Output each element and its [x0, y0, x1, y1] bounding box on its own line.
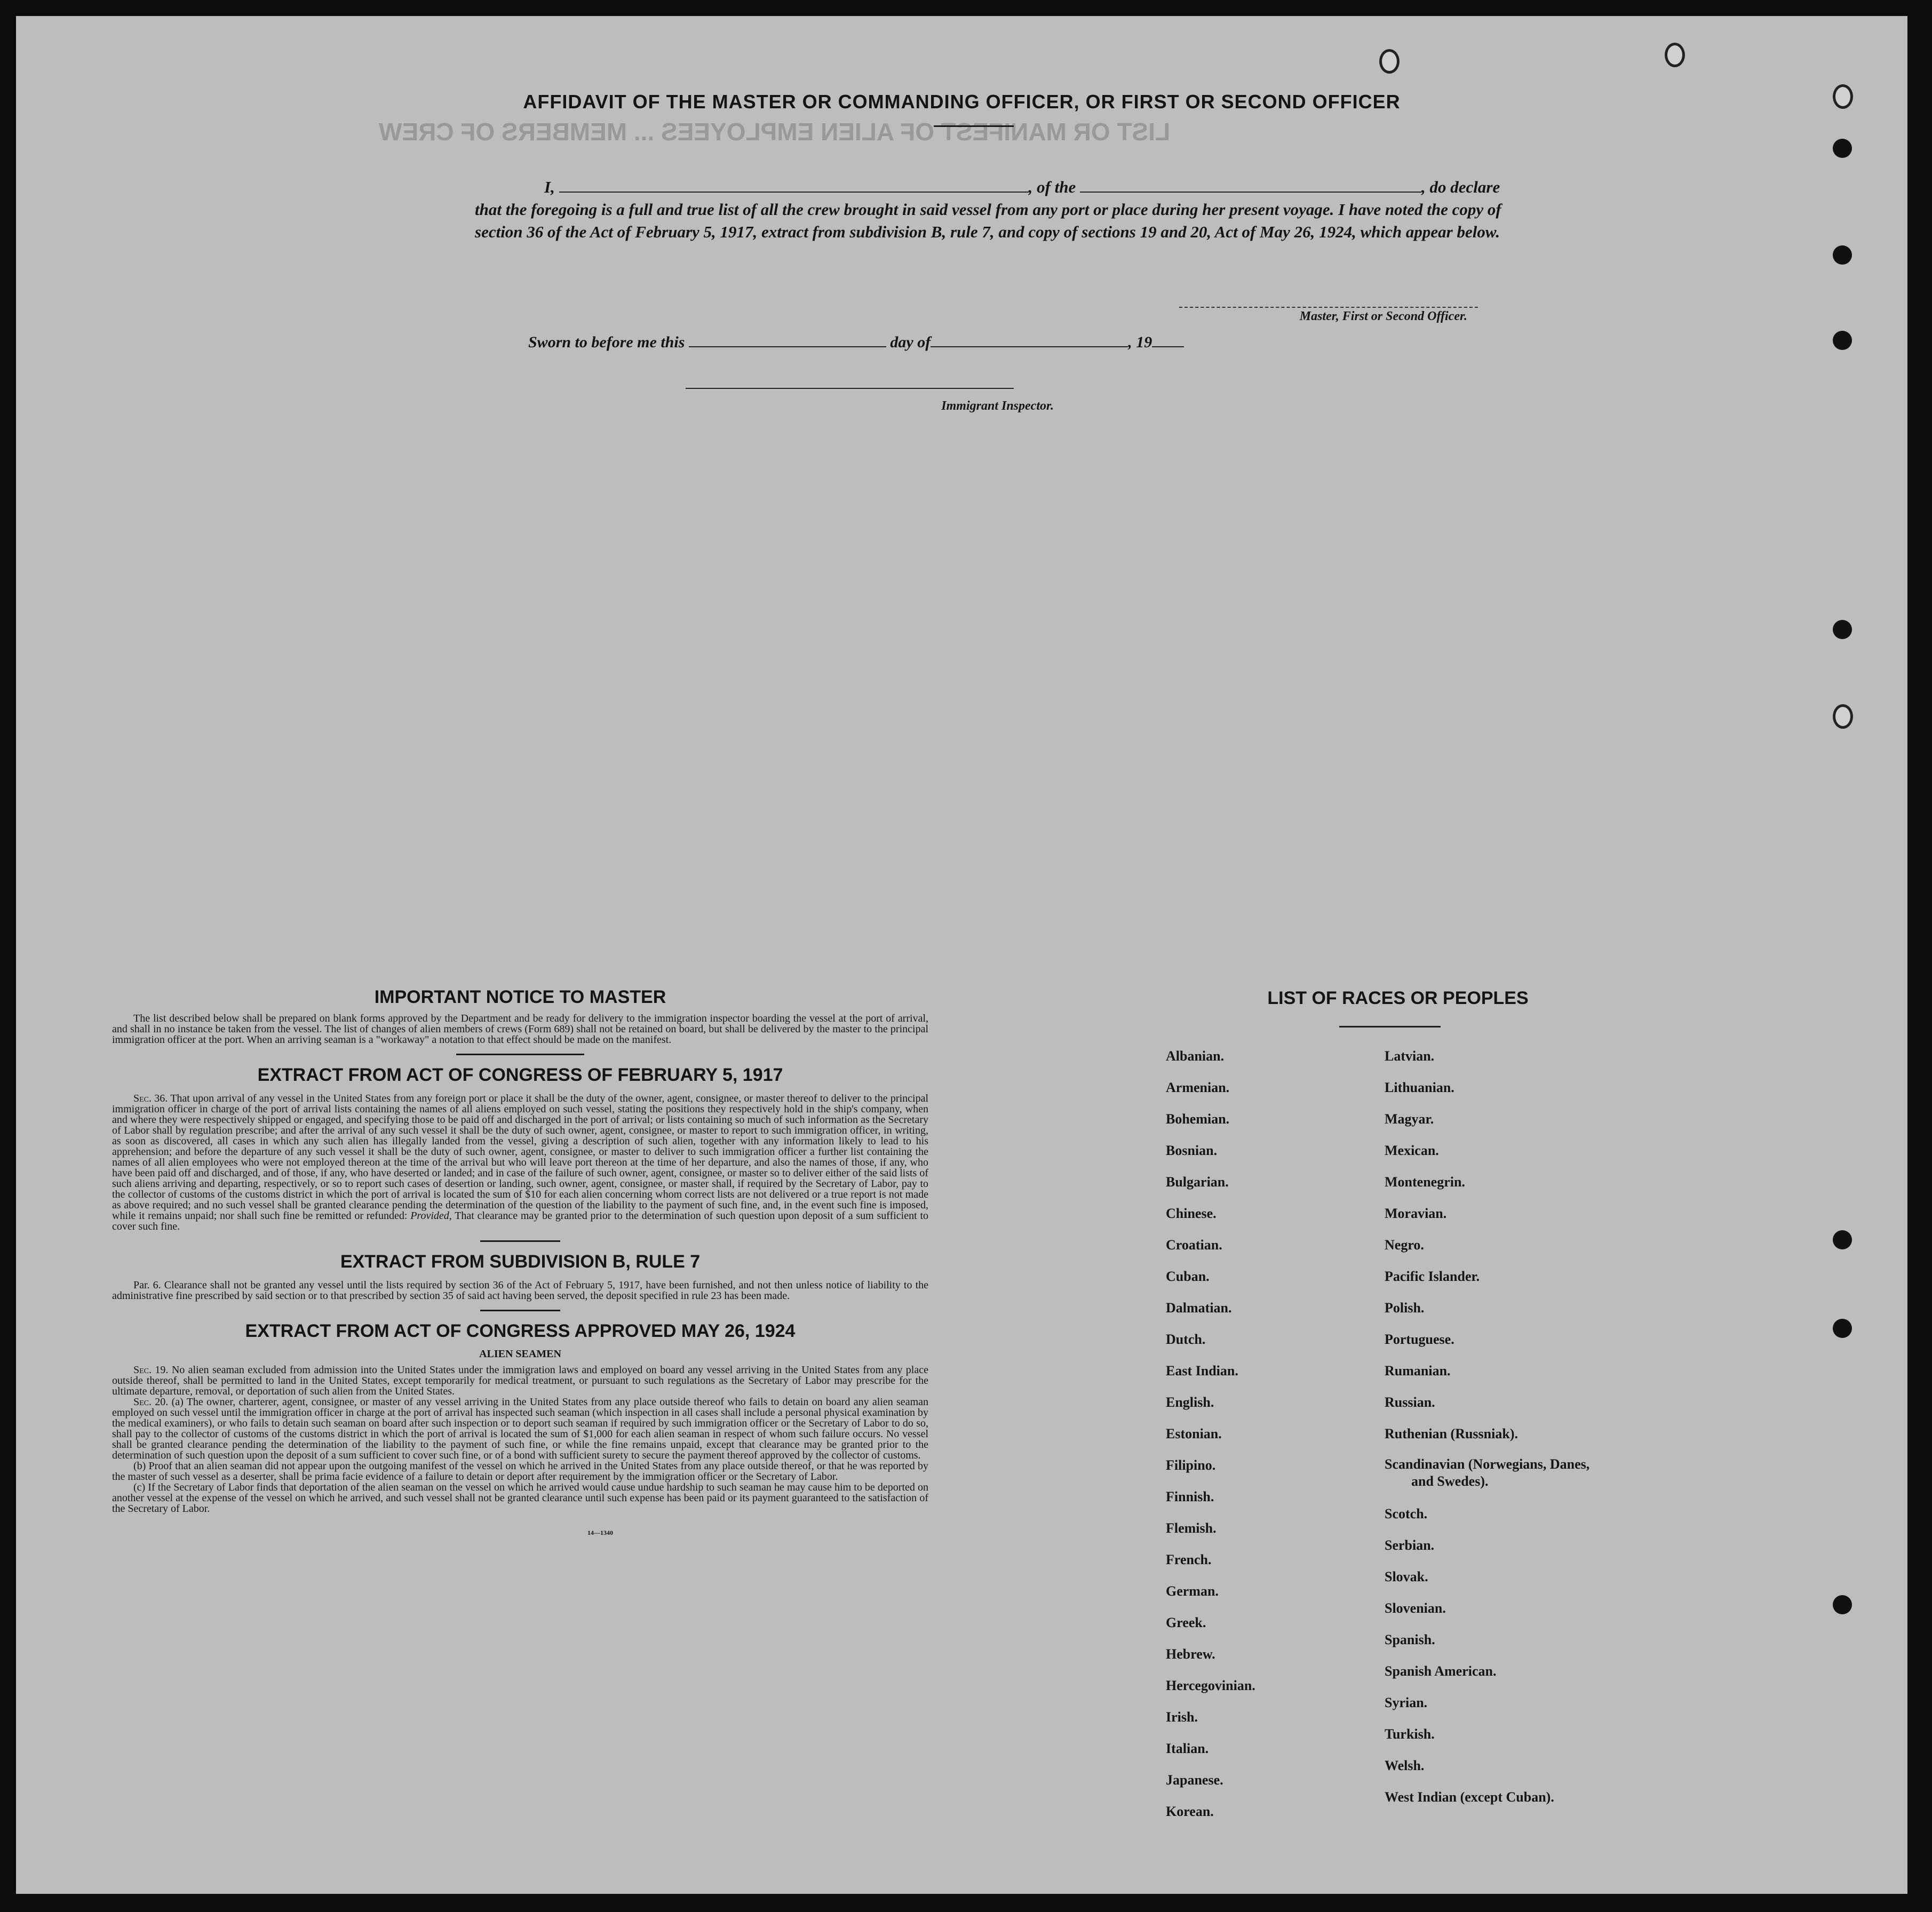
- sec-20a-paragraph: [112, 1397, 928, 1461]
- race-item: Croatian.: [1166, 1237, 1222, 1253]
- races-column-1: [1166, 1040, 1379, 1827]
- races-column-2: [1385, 1040, 1609, 1813]
- race-item: Scotch.: [1385, 1506, 1428, 1521]
- race-item: Slovak.: [1385, 1569, 1428, 1584]
- decl-of-the: , of the: [1028, 178, 1076, 196]
- alien-seamen-subtitle: ALIEN SEAMEN: [479, 1348, 561, 1360]
- signature-label: Master, First or Second Officer.: [1299, 309, 1467, 323]
- race-item: Negro.: [1385, 1237, 1424, 1253]
- sec-19-label: Sec. 19.: [133, 1364, 169, 1376]
- extract-1924-title: EXTRACT FROM ACT OF CONGRESS APPROVED MAY 26, 1924: [245, 1321, 796, 1341]
- day-blank: [689, 332, 886, 347]
- race-item: Lithuanian.: [1385, 1080, 1454, 1095]
- race-item: English.: [1166, 1395, 1214, 1410]
- race-item: Portuguese.: [1385, 1332, 1454, 1347]
- race-item: Mexican.: [1385, 1143, 1439, 1158]
- race-item: Albanian.: [1166, 1048, 1225, 1064]
- month-blank: [931, 332, 1128, 347]
- race-item: Dalmatian.: [1166, 1300, 1232, 1316]
- race-item: Turkish.: [1385, 1726, 1435, 1742]
- document-page: [16, 16, 1907, 1894]
- rule-7-title: EXTRACT FROM SUBDIVISION B, RULE 7: [340, 1252, 701, 1272]
- sec-20b-paragraph: (b) Proof that an alien seaman did not appear upon the outgoing manifest of the vessel on which he arrived in the United States from any place outside thereof, or that he was reported by the master of such vessel as a deserter, shall be prima facie evidence of a failure to detain or deport after requirement by the immigration officer or the Secretary of Labor.: [112, 1460, 928, 1483]
- notice-body: [112, 1013, 928, 1045]
- rule-7-body: [112, 1280, 928, 1301]
- sec-36-label: Sec. 36.: [133, 1093, 168, 1104]
- race-item: Irish.: [1166, 1709, 1198, 1725]
- race-item: Greek.: [1166, 1615, 1206, 1630]
- race-item: Bosnian.: [1166, 1143, 1218, 1158]
- race-item: Spanish.: [1385, 1632, 1435, 1647]
- race-item: Dutch.: [1166, 1332, 1206, 1347]
- sec-36-text: That upon arrival of any vessel in the United States from any foreign port or place it shall be the duty of the owner, agent, consignee, or master thereof to deliver to the principal immigration officer in charge of the port of arrival lists containing the names of all aliens employed on such vessel, stating the positions they respectively hold in the ship's company, when and where they were respectively shipped or engaged, and specifying those to be paid off and discharged in the port of arrival; or lists containing so much of such information as the Secretary of Labor shall by regulation prescribe; and after the arrival of any such vessel it shall be the duty of such owner, agent, consignee, or master to report to such immigration officer, in writing, as soon as discovered, all cases in which any such alien has illegally landed from the vessel, giving a description of such alien, together with any information likely to lead to his apprehension; and before the departure of any such vessel it shall be the duty of such owner, agent, consignee, or master to deliver to such immigration officer a further list containing the names of all alien employees who were not employed thereon at the time of the arrival but who will leave port thereon at the time of her departure, and also the names of those, if any, who have been paid off and discharged, and of those, if any, who have deserted or landed; and in case of the failure of such owner, agent, consignee, or master so to deliver either of the said lists of such aliens arriving and departing, respectively, or so to report such cases of desertion or landing, such owner, agent, consignee, or master shall, if required by the Secretary of Labor, pay to the collector of customs of the customs district in which the port of arrival is located the sum of $10 for each alien concerning whom correct lists are not delivered or a true report is not made as above required; and no such vessel shall be granted clearance pending the determination of the question of the liability to the payment of such fine, and, in the event such fine is imposed, while it remains unpaid; nor shall such fine be remitted or refunded:: [112, 1093, 928, 1222]
- bleed-through-text: LIST OR MANIFEST OF ALIEN EMPLOYEES ... MEMBERS OF CREW: [379, 118, 1171, 146]
- race-item: Filipino.: [1166, 1457, 1216, 1473]
- binder-hole: [1379, 49, 1400, 74]
- race-item: Finnish.: [1166, 1489, 1214, 1504]
- sec-36-tail: That clearance may be granted prior to the determination of such question upon deposit of a sum sufficient to cover such fine.: [112, 1210, 929, 1232]
- binder-hole: [1833, 331, 1852, 350]
- sec-20a-text: (a) The owner, charterer, agent, consignee, or master of any vessel arriving in the United States from any place outside thereof who fails to detain on board any alien seaman employed on such vessel until the immigration officer in charge at the port of arrival has inspected such seaman (which inspection in all cases shall include a personal physical examination by the medical examiners), or who fails to detain such seaman on board after such inspection or to deport such seaman if required by such immigration officer or the Secretary of Labor to do so, shall pay to the collector of customs of the customs district in which the port of arrival is located the sum of $1,000 for each alien seaman in respect of whom such failure occurs. No vessel shall be granted clearance pending the determination of the liability to the payment of such fine, or while the fine remains unpaid, except that clearance may be granted prior to the determination of such question upon the deposit of a sum sufficient to cover such fine, or of a bond with sufficient surety to secure the payment thereof approved by the collector of customs.: [112, 1396, 928, 1461]
- sworn-prefix: Sworn to before me this: [528, 333, 685, 351]
- title-divider: [934, 125, 1014, 127]
- binder-hole: [1833, 139, 1852, 158]
- extract-1924-body: [112, 1365, 928, 1514]
- race-item: East Indian.: [1166, 1363, 1238, 1379]
- form-number: 14—1340: [587, 1529, 613, 1536]
- notice-title: IMPORTANT NOTICE TO MASTER: [374, 987, 666, 1007]
- section-divider: [456, 1054, 584, 1055]
- race-item: Spanish American.: [1385, 1663, 1497, 1679]
- race-item: Bulgarian.: [1166, 1174, 1229, 1190]
- race-item: Welsh.: [1385, 1758, 1425, 1773]
- sec-20-label: Sec. 20.: [133, 1396, 169, 1408]
- race-item: Latvian.: [1385, 1048, 1435, 1064]
- races-title: LIST OF RACES OR PEOPLES: [1267, 988, 1529, 1008]
- race-item: Pacific Islander.: [1385, 1269, 1480, 1284]
- race-item: Moravian.: [1385, 1206, 1447, 1221]
- decl-i: I,: [544, 178, 555, 196]
- race-item: Armenian.: [1166, 1080, 1230, 1095]
- section-divider: [480, 1240, 560, 1242]
- race-item: Chinese.: [1166, 1206, 1217, 1221]
- declaration-body: that the foregoing is a full and true list of all the crew brought in said vessel from any port or place during her present voyage. I have noted the copy of section 36 of the Act of February 5, 1917, extract from subdivision B, rule 7, and copy of sections 19 and 20, Act of May 26, 1924, which appear below.: [475, 200, 1501, 241]
- binder-hole: [1665, 43, 1685, 67]
- race-item: Italian.: [1166, 1741, 1209, 1756]
- binder-hole: [1833, 1230, 1852, 1249]
- sec-36-paragraph: [112, 1093, 928, 1232]
- race-item: Syrian.: [1385, 1695, 1428, 1710]
- signature-line: [1179, 307, 1478, 308]
- binder-hole: [1833, 245, 1852, 265]
- race-item: Flemish.: [1166, 1520, 1217, 1536]
- sworn-day-of: day of: [890, 333, 931, 351]
- sec-20c-paragraph: (c) If the Secretary of Labor finds that deportation of the alien seaman on the vessel on which he arrived would cause undue hardship to such seaman he may cause him to be deported on another vessel at the expense of the vessel on which he arrived, and such vessel shall not be granted clearance until such expense has been paid or its payment guaranteed to the satisfaction of the Secretary of Labor.: [112, 1481, 928, 1515]
- affidavit-title: AFFIDAVIT OF THE MASTER OR COMMANDING OFFICER, OR FIRST OR SECOND OFFICER: [523, 91, 1401, 113]
- race-item: Slovenian.: [1385, 1600, 1446, 1616]
- year-blank: [1152, 332, 1184, 347]
- decl-do-declare: , do declare: [1421, 178, 1500, 196]
- race-item: Ruthenian (Russniak).: [1385, 1426, 1518, 1441]
- race-item: Scandinavian (Norwegians, Danes, and Swedes).: [1385, 1456, 1590, 1489]
- race-item: French.: [1166, 1552, 1212, 1567]
- race-item: Hercegovinian.: [1166, 1678, 1255, 1693]
- binder-hole: [1833, 704, 1853, 729]
- race-item: Montenegrin.: [1385, 1174, 1465, 1190]
- affidavit-declaration: [475, 176, 1521, 243]
- extract-1917-body: [112, 1093, 928, 1232]
- race-item: Russian.: [1385, 1395, 1435, 1410]
- inspector-label: Immigrant Inspector.: [941, 399, 1054, 413]
- binder-hole: [1833, 620, 1852, 639]
- race-item: Japanese.: [1166, 1772, 1223, 1788]
- race-item: Hebrew.: [1166, 1646, 1215, 1662]
- race-item: Serbian.: [1385, 1537, 1435, 1553]
- race-item: Bohemian.: [1166, 1111, 1230, 1127]
- sec-19-text: No alien seaman excluded from admission into the United States under the immigration laws and employed on board any vessel arriving in the United States from any place outside thereof, shall be permitted to land in the United States, except temporarily for medical treatment, or pursuant to such regulations as the Secretary of Labor may prescribe for the ultimate departure, removal, or deportation of such alien from the United States.: [112, 1364, 928, 1397]
- binder-hole: [1833, 1319, 1852, 1338]
- race-item: Rumanian.: [1385, 1363, 1451, 1379]
- inspector-signature-line: [686, 388, 1014, 389]
- name-blank: [559, 178, 1029, 193]
- sworn-year: , 19: [1128, 333, 1152, 351]
- binder-hole: [1833, 1595, 1852, 1614]
- race-item: Estonian.: [1166, 1426, 1222, 1441]
- race-item: Polish.: [1385, 1300, 1425, 1316]
- provided-word: Provided,: [410, 1210, 452, 1222]
- notice-paragraph: The list described below shall be prepared on blank forms approved by the Department and be ready for delivery to the immigration inspector boarding the vessel at the port of arrival, and shall in no instance be taken from the vessel. The list of changes of alien members of crews (Form 689) shall not be retained on board, but shall be delivered by the master to the principal immigration officer at the port. When an arriving seaman is a "workaway" a notation to that effect should be made on the manifest.: [112, 1013, 928, 1046]
- race-item: Cuban.: [1166, 1269, 1210, 1284]
- declaration-line-1: [475, 176, 1521, 198]
- race-item: German.: [1166, 1583, 1219, 1599]
- sworn-statement: [528, 332, 1184, 352]
- section-divider: [480, 1310, 560, 1311]
- rule-7-paragraph: Par. 6. Clearance shall not be granted any vessel until the lists required by section 36 of the Act of February 5, 1917, have been furnished, and not then unless notice of liability to the administrative fine prescribed by said section or to that prescribed by section 35 of said act having been served, the deposit specified in rule 23 has been made.: [112, 1279, 928, 1302]
- race-item: Korean.: [1166, 1804, 1214, 1819]
- vessel-blank: [1080, 178, 1421, 193]
- races-divider: [1339, 1026, 1441, 1027]
- extract-1917-title: EXTRACT FROM ACT OF CONGRESS OF FEBRUARY 5, 1917: [257, 1065, 783, 1085]
- race-item: Magyar.: [1385, 1111, 1434, 1127]
- sec-19-paragraph: [112, 1365, 928, 1397]
- race-item: West Indian (except Cuban).: [1385, 1789, 1554, 1805]
- legal-notices: [112, 987, 928, 1537]
